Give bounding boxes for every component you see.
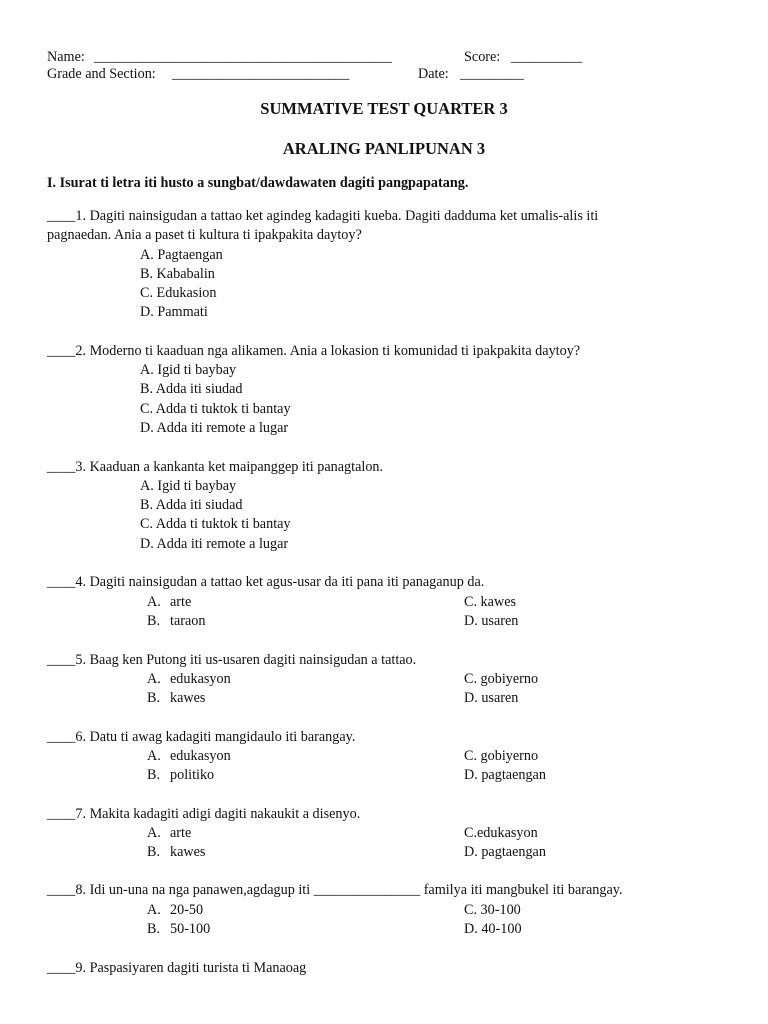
grade-section-blank[interactable]: _________________________ xyxy=(172,66,350,82)
q8-option-b-letter[interactable]: B. xyxy=(147,921,161,937)
q6-option-a-letter[interactable]: A. xyxy=(147,748,161,764)
q7-option-a[interactable]: arte xyxy=(170,825,192,841)
page-title: SUMMATIVE TEST QUARTER 3 xyxy=(260,99,508,118)
score-blank[interactable]: __________ xyxy=(511,49,582,65)
q8-option-a-letter[interactable]: A. xyxy=(147,902,161,918)
q4-option-c[interactable]: C. kawes xyxy=(464,594,517,610)
q7-option-b[interactable]: kawes xyxy=(170,844,206,860)
q3-option-d[interactable]: D. Adda iti remote a lugar xyxy=(140,536,289,552)
instruction: I. Isurat ti letra iti husto a sungbat/dawdawaten dagiti pangpapatang. xyxy=(47,175,469,191)
q5-option-c[interactable]: C. gobiyerno xyxy=(464,671,539,687)
q6-option-a[interactable]: edukasyon xyxy=(170,748,231,764)
date-blank[interactable]: _________ xyxy=(460,66,524,82)
q4-option-a-letter[interactable]: A. xyxy=(147,594,161,610)
q2-option-a[interactable]: A. Igid ti baybay xyxy=(140,362,237,378)
question-5: ____5. Baag ken Putong iti us-usaren dagiti nainsigudan a tattao. xyxy=(47,652,417,668)
q4-option-b-letter[interactable]: B. xyxy=(147,613,161,629)
q2-option-d[interactable]: D. Adda iti remote a lugar xyxy=(140,420,289,436)
q6-option-d[interactable]: D. pagtaengan xyxy=(464,767,546,783)
q6-option-c[interactable]: C. gobiyerno xyxy=(464,748,539,764)
q8-option-d[interactable]: D. 40-100 xyxy=(464,921,522,937)
q8-option-b[interactable]: 50-100 xyxy=(170,921,211,937)
question-1-line-2: pagnaedan. Ania a paset ti kultura ti ipakpakita daytoy? xyxy=(47,227,362,243)
q7-option-a-letter[interactable]: A. xyxy=(147,825,161,841)
q8-option-c[interactable]: C. 30-100 xyxy=(464,902,521,918)
q4-option-b[interactable]: taraon xyxy=(170,613,206,629)
date-label: Date: xyxy=(418,66,449,82)
q5-option-b-letter[interactable]: B. xyxy=(147,690,161,706)
q3-option-b[interactable]: B. Adda iti siudad xyxy=(140,497,243,513)
q5-option-b[interactable]: kawes xyxy=(170,690,206,706)
question-1: ____1. Dagiti nainsigudan a tattao ket agindeg kadagiti kueba. Dagiti dadduma ket umalis-alis iti xyxy=(47,208,599,224)
q4-option-a[interactable]: arte xyxy=(170,594,192,610)
name-label: Name: xyxy=(47,49,85,65)
question-3: ____3. Kaaduan a kankanta ket maipanggep iti panagtalon. xyxy=(47,459,384,475)
page-subtitle: ARALING PANLIPUNAN 3 xyxy=(282,139,486,158)
question-7: ____7. Makita kadagiti adigi dagiti nakaukit a disenyo. xyxy=(47,806,361,822)
q3-option-c[interactable]: C. Adda ti tuktok ti bantay xyxy=(140,516,291,532)
q1-option-a[interactable]: A. Pagtaengan xyxy=(140,247,223,263)
question-8-text-a: ____8. Idi un-una na nga panawen,agdagup iti xyxy=(47,882,311,898)
question-9: ____9. Paspasiyaren dagiti turista ti Manaoag xyxy=(47,960,307,976)
q5-option-a-letter[interactable]: A. xyxy=(147,671,161,687)
question-6: ____6. Datu ti awag kadagiti mangidaulo iti barangay. xyxy=(47,729,356,745)
q5-option-d[interactable]: D. usaren xyxy=(464,690,519,706)
q6-option-b-letter[interactable]: B. xyxy=(147,767,161,783)
question-8 xyxy=(47,881,623,900)
q6-option-b[interactable]: politiko xyxy=(170,767,215,783)
q2-option-c[interactable]: C. Adda ti tuktok ti bantay xyxy=(140,401,291,417)
q5-option-a[interactable]: edukasyon xyxy=(170,671,231,687)
question-8-blank[interactable]: _______________ xyxy=(313,882,421,898)
question-2: ____2. Moderno ti kaaduan nga alikamen. Ania a lokasion ti komunidad ti ipakpakita daytoy? xyxy=(47,343,581,359)
question-8-text-b: familya iti mangbukel iti barangay. xyxy=(423,882,623,898)
grade-section-label: Grade and Section: xyxy=(47,66,156,82)
q1-option-d[interactable]: D. Pammati xyxy=(140,304,208,320)
q2-option-b[interactable]: B. Adda iti siudad xyxy=(140,381,243,397)
q7-option-d[interactable]: D. pagtaengan xyxy=(464,844,546,860)
q7-option-b-letter[interactable]: B. xyxy=(147,844,161,860)
q7-option-c[interactable]: C.edukasyon xyxy=(464,825,538,841)
q4-option-d[interactable]: D. usaren xyxy=(464,613,519,629)
q1-option-c[interactable]: C. Edukasion xyxy=(140,285,217,301)
name-blank[interactable]: __________________________________________ xyxy=(94,49,392,65)
question-4: ____4. Dagiti nainsigudan a tattao ket agus-usar da iti pana iti panaganup da. xyxy=(47,574,485,590)
score-label: Score: xyxy=(464,49,501,65)
q1-option-b[interactable]: B. Kababalin xyxy=(140,266,215,282)
q3-option-a[interactable]: A. Igid ti baybay xyxy=(140,478,237,494)
q8-option-a[interactable]: 20-50 xyxy=(170,902,204,918)
